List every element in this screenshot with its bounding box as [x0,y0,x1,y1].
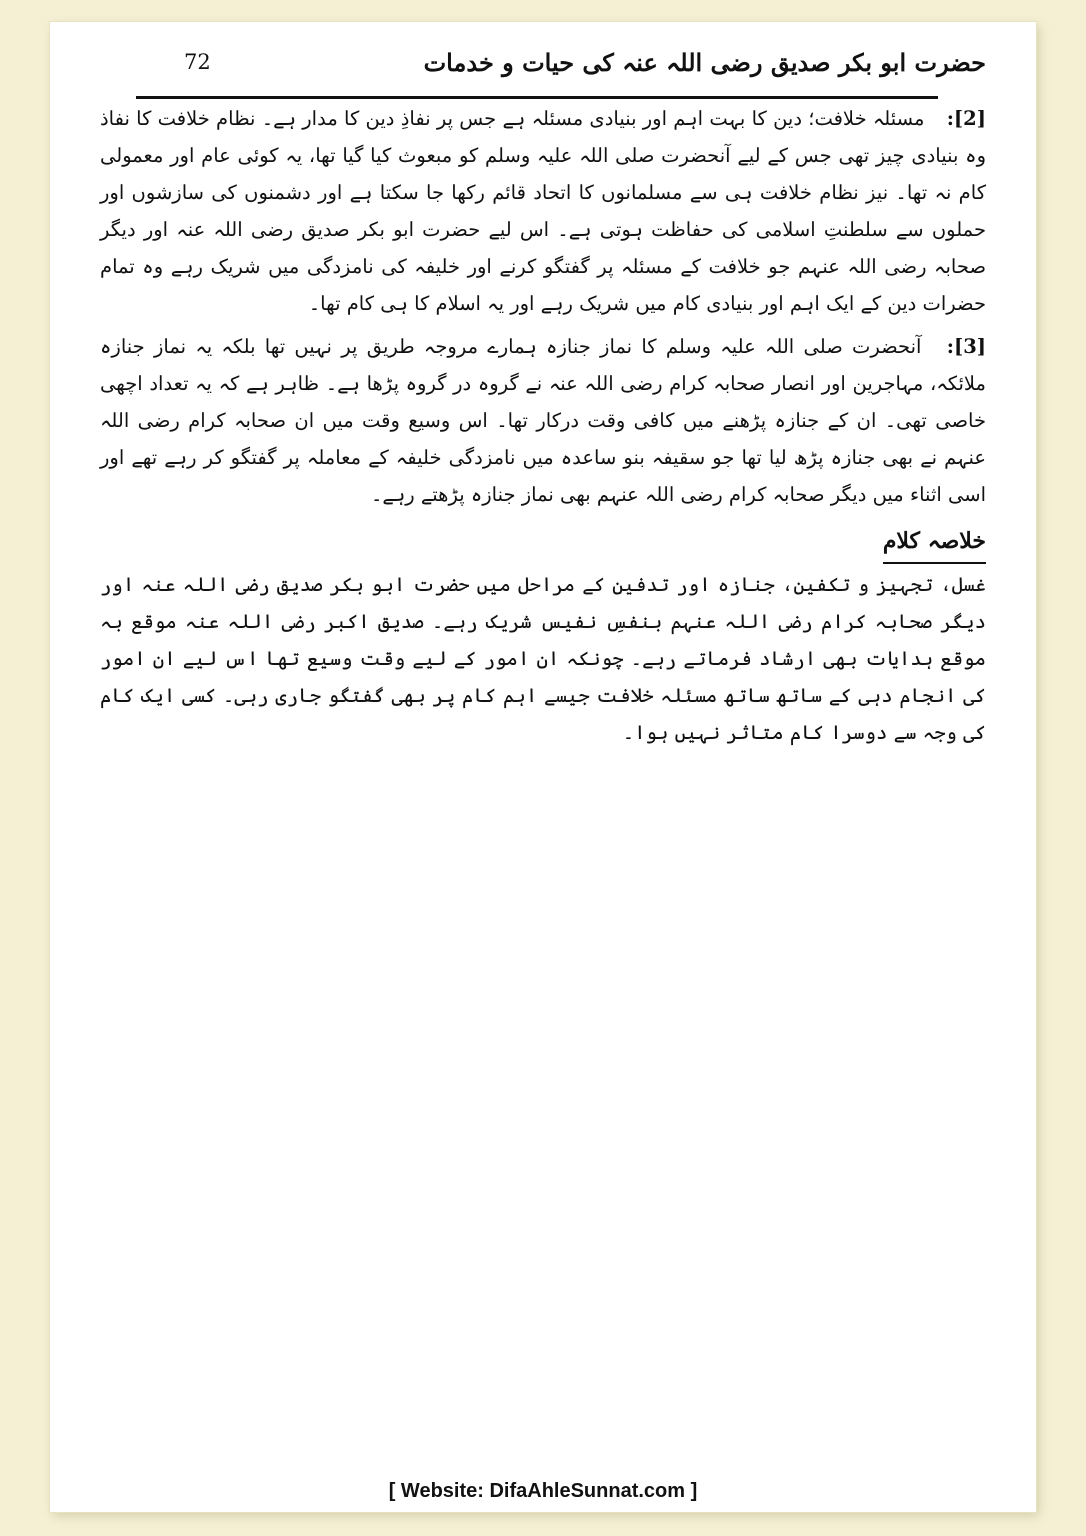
page-number: 72 [184,50,211,74]
footnote-number: [2]: [946,107,986,130]
website-footer: [ Website: DifaAhleSunnat.com ] [388,1480,698,1502]
footnote-text: آنحضرت صلی اللہ علیہ وسلم کا نماز جنازہ ہمارے مروجہ طریق پر نہیں تھا بلکہ یہ نماز جنازہ ملائکہ، مہاجرین اور انصار صحابہ کرام رضی اللہ عنہ نے گروہ در گروہ پڑھا ہے۔ ظاہر ہے کہ یہ تعداد اچھی خاصی تھی۔ ان کے جنازہ پڑھنے میں کافی وقت درکار تھا۔ اس وسیع وقت میں ان صحابہ کرام رضی اللہ عنہم نے بھی جنازہ پڑھ لیا تھا جو سقیفہ بنو ساعدہ میں نامزدگی خلیفہ کے معاملہ پر گفتگو کر رہے تھے اور اسی اثناء میں دیگر صحابہ کرام رضی اللہ عنہم بھی نماز جنازہ پڑھتے رہے۔ [100,335,986,506]
footnote-3 [100,328,986,513]
page-header [100,40,986,96]
conclusion-paragraph: غسل، تجہیز و تکفین، جنازہ اور تدفین کے مراحل میں حضرت ابو بکر صدیق رضی اللہ عنہ اور دیگر صحابہ کرام رضی اللہ عنہم بنفسِ نفیس شریک رہے۔ صدیق اکبر رضی اللہ عنہ موقع بہ موقع ہدایات بھی ارشاد فرماتے رہے۔ چونکہ ان امور کے لیے وقت وسیع تھا اس لیے ان امور کی انجام دہی کے ساتھ ساتھ مسئلہ خلافت جیسے اہم کام پر بھی گفتگو جاری رہی۔ کسی ایک کام کی وجہ سے دوسرا کام متاثر نہیں ہوا۔ [100,573,986,744]
header-divider [136,96,938,99]
page-sheet [50,22,1036,1512]
running-title: حضرت ابو بکر صدیق رضی اللہ عنہ کی حیات و خدمات [423,48,986,77]
footnote-text: مسئلہ خلافت؛ دین کا بہت اہم اور بنیادی مسئلہ ہے جس پر نفاذِ دین کا مدار ہے۔ نظام خلافت کا نفاذ وہ بنیادی چیز تھی جس کے لیے آنحضرت صلی اللہ علیہ وسلم کو مبعوث کیا گیا تھا، یہ کوئی عام اور معمولی کام نہ تھا۔ نیز نظام خلافت ہی سے مسلمانوں کا اتحاد قائم رکھا جا سکتا ہے اور دشمنوں کی سازشوں اور حملوں سے سلطنتِ اسلامی کی حفاظت ہوتی ہے۔ اس لیے حضرت ابو بکر صدیق رضی اللہ عنہ اور دیگر صحابہ رضی اللہ عنہم جو خلافت کے مسئلہ پر گفتگو کرنے اور خلیفہ کی نامزدگی میں شریک رہے وہ تمام حضرات دین کے ایک اہم اور بنیادی کام میں شریک رہے اور یہ اسلام کا ہی کام تھا۔ [100,107,986,315]
body-text [100,100,986,757]
section-heading: خلاصہ کلام [883,523,986,564]
footnote-2 [100,100,986,322]
footnote-number: [3]: [946,335,987,358]
